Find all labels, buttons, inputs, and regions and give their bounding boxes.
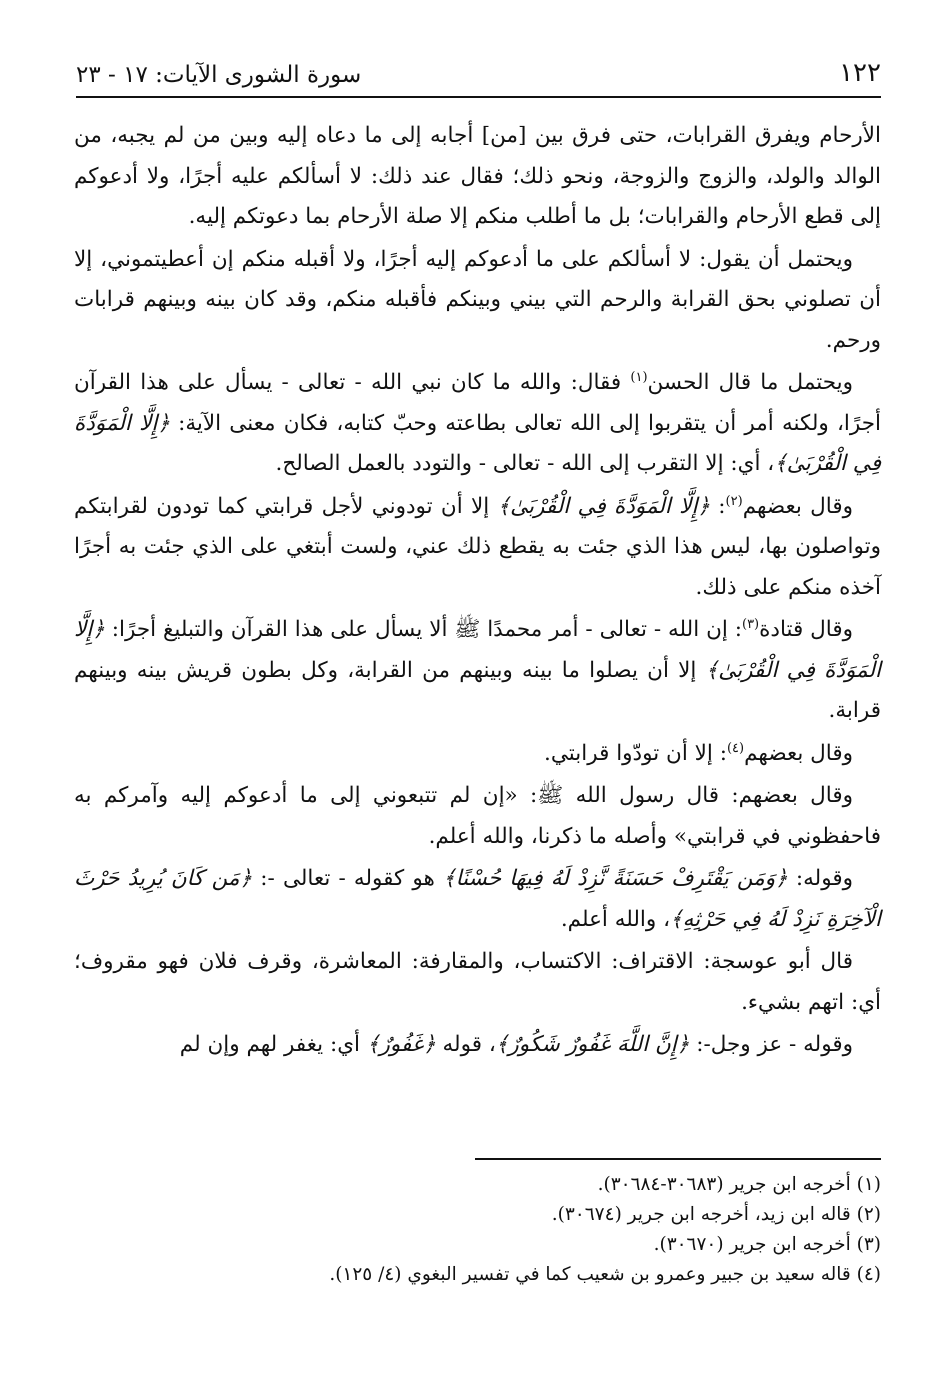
quran-quote: ﴿إِلَّا الْمَوَدَّةَ فِي الْقُرْبَىٰ﴾ (74, 617, 882, 683)
quran-quote: ﴿إِنَّ اللَّهَ غَفُورٌ شَكُورٌ﴾ (495, 1032, 690, 1057)
quran-quote: ﴿غَفُورٌ﴾ (366, 1032, 436, 1057)
footnote-divider (475, 1158, 881, 1160)
paragraph-3 (74, 363, 881, 485)
paragraph-4 (74, 487, 881, 609)
paragraph-4-text-a: وقال بعضهم (742, 493, 854, 519)
paragraph-8-text-a: وقوله: (787, 866, 853, 891)
page-number: ١٢٢ (839, 58, 881, 88)
paragraph-1: الأرحام ويفرق القرابات، حتى فرق بين [من] أجابه إلى ما دعاه إليه وبين من لم يجبه، من الوالد والولد، والزوج والزوجة، ونحو ذلك؛ فقال عند ذلك: لا أسألكم عليه أجرًا، ولا أدعوكم إلى قطع الأرحام والقرابات؛ بل ما أطلب منكم إلا صلة الأرحام بما دعوتكم إليه. (74, 123, 881, 229)
paragraph-3-text-c: ، أي: إلا التقرب إلى الله - تعالى - والتودد بالعمل الصالح. (275, 451, 775, 476)
paragraph-5-text-a: وقال قتادة (759, 617, 854, 642)
footnote-ref-1[interactable]: (١) (630, 369, 648, 385)
paragraph-5-text-c: إلا أن يصلوا ما بينه وبينهم من القرابة، وكل بطون قريش بينه وبينهم قرابة. (74, 657, 881, 723)
paragraph-5-text-b: : إن الله - تعالى - أمر محمدًا ﷺ ألا يسأل على هذا القرآن والتبليغ أجرًا: (104, 617, 742, 642)
paragraph-3-text-a: ويحتمل ما قال الحسن (647, 370, 853, 395)
footnote-2: (٢) قاله ابن زيد، أخرجه ابن جرير (٣٠٦٧٤). (551, 1204, 881, 1225)
footnote-3: (٣) أخرجه ابن جرير (٣٠٦٧٠). (653, 1234, 881, 1255)
quran-quote: ﴿إِلَّا الْمَوَدَّةَ فِي الْقُرْبَىٰ﴾ (74, 410, 881, 476)
footnote-ref-4[interactable]: (٤) (726, 740, 745, 756)
footnote-4: (٤) قاله سعيد بن جبير وعمرو بن شعيب كما في تفسير البغوي (٤/ ١٢٥). (329, 1264, 881, 1285)
paragraph-8 (74, 859, 881, 940)
paragraph-2: ويحتمل أن يقول: لا أسألكم على ما أدعوكم إليه أجرًا، ولا أقبله منكم إن أعطيتموني، إلا أن تصلوني بحق القرابة والرحم التي بيني وبينكم فأقبله منكم، وقد كان بينه وبينهم قرابات ورحم. (74, 246, 881, 353)
paragraph-9: قال أبو عوسجة: الاقتراف: الاكتساب، والمقارفة: المعاشرة، وقرف فلان فهو مقروف؛ أي: اتهم بشيء. (74, 949, 881, 1015)
page-header (76, 52, 881, 98)
footnotes-list (74, 1170, 881, 1290)
footnote-1: (١) أخرجه ابن جرير (٣٠٦٨٣-٣٠٦٨٤). (597, 1174, 881, 1195)
quran-quote: ﴿مَن كَانَ يُرِيدُ حَرْثَ الْآخِرَةِ نَزِدْ لَهُ فِي حَرْثِهِ﴾ (74, 866, 881, 932)
paragraph-5 (74, 610, 881, 732)
paragraph-6-text-a: وقال بعضهم (744, 740, 853, 766)
quran-quote: ﴿وَمَن يَقْتَرِفْ حَسَنَةً نَّزِدْ لَهُ فِيهَا حُسْنًا﴾ (443, 866, 788, 891)
paragraph-3-text-b: فقال: والله ما كان نبي الله - تعالى - يسأل على هذا القرآن أجرًا، ولكنه أمر أن يتقربوا إلى الله تعالى بطاعته وحبّ كتابه، فكان معنى الآية: (74, 370, 881, 436)
paragraph-10-text-c: أي: يغفر لهم وإن لم (179, 1032, 367, 1057)
paragraph-7: وقال بعضهم: قال رسول الله ﷺ: «إن لم تتبعوني إلى ما أدعوكم إليه وآمركم به فاحفظوني في قرابتي» وأصله ما ذكرنا، والله أعلم. (74, 783, 881, 849)
paragraph-10-text-b: ، قوله (435, 1032, 496, 1057)
paragraph-8-text-b: هو كقوله - تعالى -: (252, 866, 444, 891)
footnote-ref-2[interactable]: (٢) (725, 493, 743, 509)
quran-quote: ﴿إِلَّا الْمَوَدَّةَ فِي الْقُرْبَىٰ﴾ (497, 493, 711, 519)
paragraph-6 (74, 734, 881, 775)
paragraph-8-text-c: ، والله أعلم. (560, 906, 671, 932)
body-text (74, 116, 881, 1068)
paragraph-10-text-a: وقوله - عز وجل-: (689, 1032, 853, 1057)
running-head: سورة الشورى الآيات: ١٧ - ٢٣ (76, 62, 362, 88)
footnote-ref-3[interactable]: (٣) (741, 616, 760, 632)
paragraph-4-text-c: إلا أن تودوني لأجل قرابتي كما تودون لقرابتكم وتواصلون بها، ليس هذا الذي جئت به يقطع ذلك عني، ولست أبتغي على الذي جئت به أجرًا آخذه منكم على ذلك. (74, 493, 881, 600)
paragraph-10 (74, 1025, 881, 1066)
paragraph-6-text-b: : إلا أن تودّوا قرابتي. (544, 740, 727, 766)
paragraph-4-text-b: : (710, 493, 726, 519)
